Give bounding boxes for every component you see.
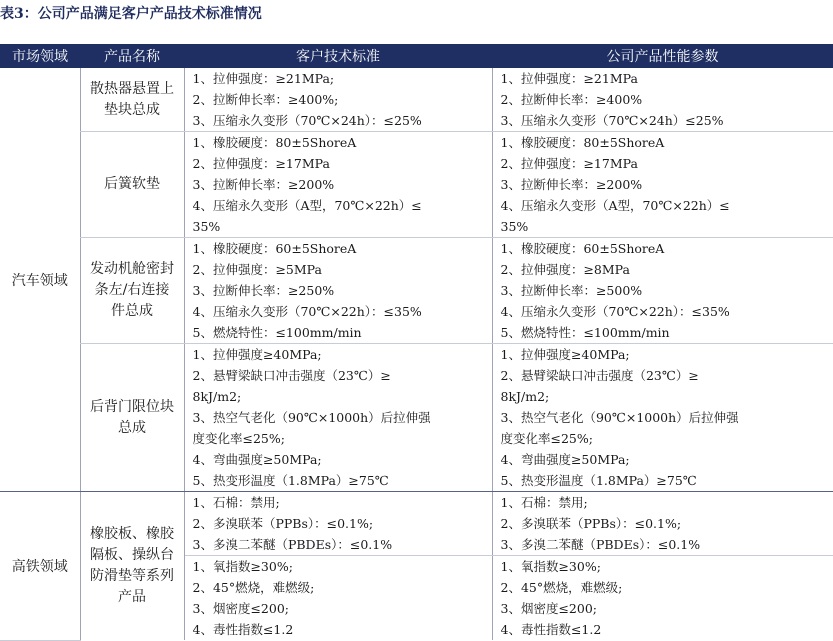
requirement-line: 3、多溴二苯醚（PBDEs）：≤0.1% bbox=[193, 534, 492, 555]
requirement-line: 8kJ/m2; bbox=[193, 386, 492, 407]
product-name: 橡胶板、橡胶隔板、操纵台防滑垫等系列产品 bbox=[90, 526, 174, 605]
header-performance: 公司产品性能参数 bbox=[492, 44, 833, 68]
market-cell-auto: 汽车领域 bbox=[0, 68, 80, 492]
requirement-line: 1、拉伸强度≥40MPa; bbox=[193, 344, 492, 365]
table-row bbox=[0, 492, 833, 556]
performance-line: 4、压缩永久变形（70℃×22h）：≤35% bbox=[501, 301, 833, 322]
performance-cell bbox=[492, 68, 833, 132]
performance-line: 2、悬臂梁缺口冲击强度（23℃）≥ bbox=[501, 365, 833, 386]
performance-cell bbox=[492, 132, 833, 238]
performance-line: 2、拉断伸长率：≥400% bbox=[501, 89, 833, 110]
performance-cell bbox=[492, 238, 833, 344]
product-name: 散热器悬置上垫块总成 bbox=[90, 81, 174, 118]
performance-line: 3、多溴二苯醚（PBDEs）：≤0.1% bbox=[501, 534, 833, 555]
performance-line: 1、氧指数≥30%; bbox=[501, 556, 833, 577]
header-requirement: 客户技术标准 bbox=[184, 44, 492, 68]
performance-line: 3、压缩永久变形（70℃×24h）≤25% bbox=[501, 110, 833, 131]
header-product: 产品名称 bbox=[80, 44, 184, 68]
performance-line: 3、烟密度≤200; bbox=[501, 598, 833, 619]
market-cell-rail: 高铁领域 bbox=[0, 492, 80, 641]
performance-line: 35% bbox=[501, 216, 833, 237]
table-row bbox=[0, 238, 833, 344]
performance-line: 4、压缩永久变形（A型，70℃×22h）≤ bbox=[501, 195, 833, 216]
product-cell bbox=[80, 238, 184, 344]
requirement-line: 35% bbox=[193, 216, 492, 237]
performance-line: 1、橡胶硬度：80±5ShoreA bbox=[501, 132, 833, 153]
requirement-cell bbox=[184, 132, 492, 238]
requirement-line: 2、拉伸强度：≥17MPa bbox=[193, 153, 492, 174]
requirement-line: 5、燃烧特性：≤100mm/min bbox=[193, 322, 492, 343]
table-caption: 表3：公司产品满足客户产品技术标准情况 bbox=[0, 2, 262, 26]
requirement-line: 2、拉断伸长率：≥400%; bbox=[193, 89, 492, 110]
header-market: 市场领域 bbox=[0, 44, 80, 68]
performance-cell bbox=[492, 492, 833, 556]
product-name: 后背门限位块总成 bbox=[90, 399, 174, 436]
product-cell bbox=[80, 344, 184, 492]
requirement-line: 1、拉伸强度：≥21MPa; bbox=[193, 68, 492, 89]
product-cell bbox=[80, 132, 184, 238]
performance-line: 3、热空气老化（90℃×1000h）后拉伸强 bbox=[501, 407, 833, 428]
requirement-line: 2、多溴联苯（PPBs）：≤0.1%; bbox=[193, 513, 492, 534]
requirement-line: 2、拉伸强度：≥5MPa bbox=[193, 259, 492, 280]
product-name: 发动机舱密封条左/右连接件总成 bbox=[90, 261, 174, 319]
requirement-line: 4、弯曲强度≥50MPa; bbox=[193, 449, 492, 470]
product-cell bbox=[80, 492, 184, 641]
requirement-line: 1、橡胶硬度：60±5ShoreA bbox=[193, 238, 492, 259]
performance-line: 5、热变形温度（1.8MPa）≥75℃ bbox=[501, 470, 833, 491]
performance-line: 1、拉伸强度≥40MPa; bbox=[501, 344, 833, 365]
performance-line: 1、石棉：禁用; bbox=[501, 492, 833, 513]
performance-line: 4、毒性指数≤1.2 bbox=[501, 619, 833, 640]
requirement-line: 1、橡胶硬度：80±5ShoreA bbox=[193, 132, 492, 153]
performance-line: 2、45°燃烧，难燃级; bbox=[501, 577, 833, 598]
performance-line: 1、拉伸强度：≥21MPa bbox=[501, 68, 833, 89]
performance-line: 3、拉断伸长率：≥200% bbox=[501, 174, 833, 195]
requirement-line: 3、压缩永久变形（70℃×24h）：≤25% bbox=[193, 110, 492, 131]
performance-line: 5、燃烧特性：≤100mm/min bbox=[501, 322, 833, 343]
performance-line: 4、弯曲强度≥50MPa; bbox=[501, 449, 833, 470]
requirement-line: 度变化率≤25%; bbox=[193, 428, 492, 449]
requirement-cell bbox=[184, 492, 492, 556]
standards-table bbox=[0, 44, 833, 641]
requirement-line: 2、45°燃烧，难燃级; bbox=[193, 577, 492, 598]
performance-line: 2、多溴联苯（PPBs）：≤0.1%; bbox=[501, 513, 833, 534]
requirement-cell bbox=[184, 556, 492, 641]
requirement-line: 1、石棉：禁用; bbox=[193, 492, 492, 513]
product-cell bbox=[80, 68, 184, 132]
performance-cell bbox=[492, 556, 833, 641]
performance-cell bbox=[492, 344, 833, 492]
requirement-line: 4、压缩永久变形（70℃×22h）：≤35% bbox=[193, 301, 492, 322]
performance-line: 3、拉断伸长率：≥500% bbox=[501, 280, 833, 301]
requirement-line: 4、压缩永久变形（A型，70℃×22h）≤ bbox=[193, 195, 492, 216]
performance-line: 度变化率≤25%; bbox=[501, 428, 833, 449]
requirement-line: 3、烟密度≤200; bbox=[193, 598, 492, 619]
product-name: 后簧软垫 bbox=[104, 176, 160, 192]
requirement-line: 3、热空气老化（90℃×1000h）后拉伸强 bbox=[193, 407, 492, 428]
header-row bbox=[0, 44, 833, 68]
performance-line: 2、拉伸强度：≥17MPa bbox=[501, 153, 833, 174]
performance-line: 8kJ/m2; bbox=[501, 386, 833, 407]
performance-line: 1、橡胶硬度：60±5ShoreA bbox=[501, 238, 833, 259]
requirement-cell bbox=[184, 238, 492, 344]
requirement-line: 3、拉断伸长率：≥250% bbox=[193, 280, 492, 301]
requirement-line: 3、拉断伸长率：≥200% bbox=[193, 174, 492, 195]
table-row bbox=[0, 68, 833, 132]
requirement-line: 2、悬臂梁缺口冲击强度（23℃）≥ bbox=[193, 365, 492, 386]
performance-line: 2、拉伸强度：≥8MPa bbox=[501, 259, 833, 280]
requirement-cell bbox=[184, 68, 492, 132]
requirement-cell bbox=[184, 344, 492, 492]
requirement-line: 4、毒性指数≤1.2 bbox=[193, 619, 492, 640]
requirement-line: 1、氧指数≥30%; bbox=[193, 556, 492, 577]
requirement-line: 5、热变形温度（1.8MPa）≥75℃ bbox=[193, 470, 492, 491]
table-row bbox=[0, 344, 833, 492]
table-row bbox=[0, 132, 833, 238]
